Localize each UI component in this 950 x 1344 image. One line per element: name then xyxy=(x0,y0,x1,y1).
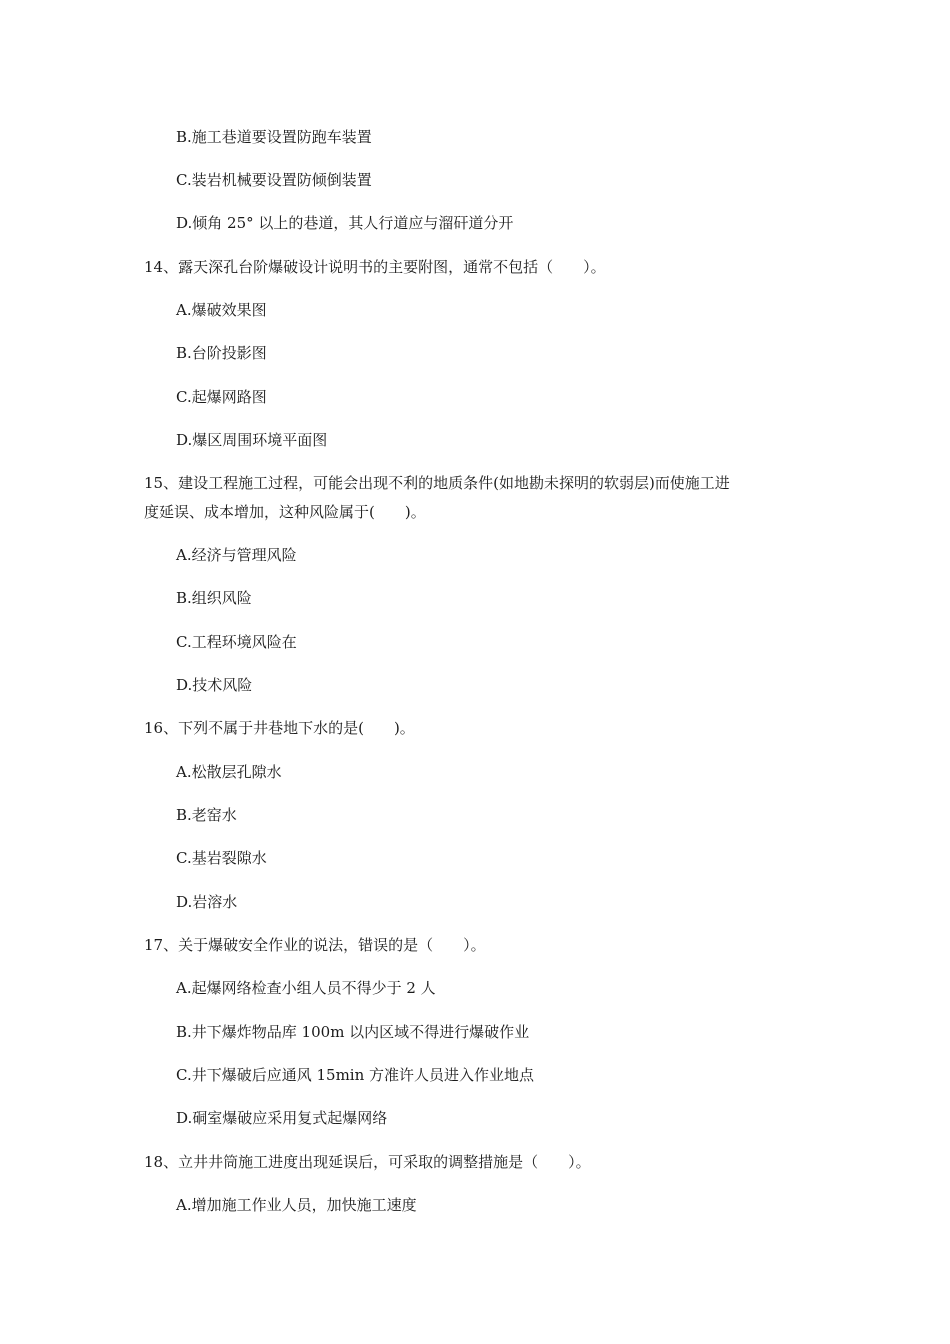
option-16b: B.老窑水 xyxy=(176,806,237,824)
option-16c: C.基岩裂隙水 xyxy=(176,849,267,867)
question-14: 14、露天深孔台阶爆破设计说明书的主要附图，通常不包括（ ）。 xyxy=(144,258,606,276)
option-15b: B.组织风险 xyxy=(176,589,252,607)
option-18a: A.增加施工作业人员，加快施工速度 xyxy=(176,1196,417,1214)
option-15c: C.工程环境风险在 xyxy=(176,633,297,651)
option-15d: D.技术风险 xyxy=(176,676,253,694)
option-13d: D.倾角 25° 以上的巷道，其人行道应与溜矸道分开 xyxy=(176,214,514,232)
question-16: 16、下列不属于井巷地下水的是( )。 xyxy=(144,719,415,737)
option-13c: C.装岩机械要设置防倾倒装置 xyxy=(176,171,372,189)
option-14d: D.爆区周围环境平面图 xyxy=(176,431,328,449)
option-13b: B.施工巷道要设置防跑车装置 xyxy=(176,128,372,146)
option-17d: D.硐室爆破应采用复式起爆网络 xyxy=(176,1109,388,1127)
option-17b: B.井下爆炸物品库 100m 以内区域不得进行爆破作业 xyxy=(176,1023,530,1041)
option-16a: A.松散层孔隙水 xyxy=(176,763,282,781)
option-17a: A.起爆网络检查小组人员不得少于 2 人 xyxy=(176,979,436,997)
question-15: 15、建设工程施工过程，可能会出现不利的地质条件(如地勘未探明的软弱层)而使施工进 xyxy=(144,474,730,492)
option-17c: C.井下爆破后应通风 15min 方准许人员进入作业地点 xyxy=(176,1066,535,1084)
option-16d: D.岩溶水 xyxy=(176,893,238,911)
option-14c: C.起爆网路图 xyxy=(176,388,267,406)
question-15-continued: 度延误、成本增加，这种风险属于( )。 xyxy=(144,503,426,521)
question-17: 17、关于爆破安全作业的说法，错误的是（ ）。 xyxy=(144,936,486,954)
question-18: 18、立井井筒施工进度出现延误后，可采取的调整措施是（ ）。 xyxy=(144,1153,591,1171)
option-15a: A.经济与管理风险 xyxy=(176,546,297,564)
option-14b: B.台阶投影图 xyxy=(176,344,267,362)
option-14a: A.爆破效果图 xyxy=(176,301,267,319)
